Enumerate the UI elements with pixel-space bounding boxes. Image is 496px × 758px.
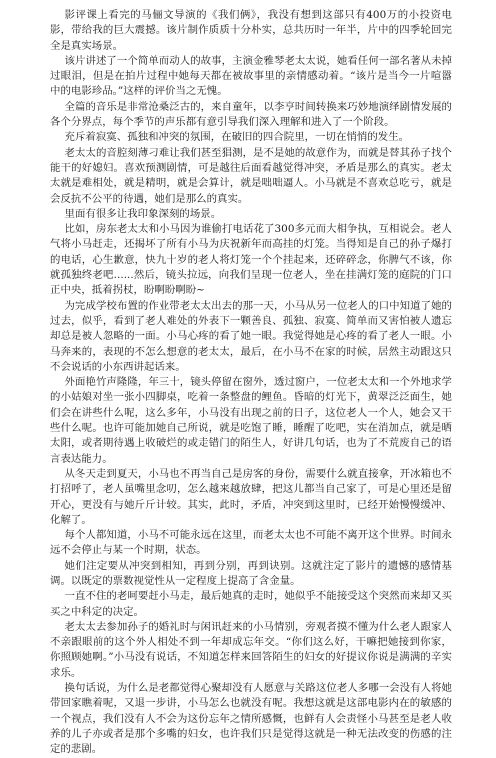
- paragraph-9: 外面艳竹声隆隆，年三十，镜头停留在窗外，透过窗户，一位老太太和一个外地求学的小姑娘对坐一张小四脚桌，吃着一条整盘的鲤鱼。昏暗的灯光下，黄翠泛泛面生，她们会在讲些什么呢，这么多年，小马没有出现之前的日子，这位老人一个人，她会又干些什么呢。也许可能加她自己所说，就是吃饱了睡，睡醒了吃吧，实在消加点，就是晒太阳，或者期待遇上收破烂的或走错门的陌生人，好讲几句话，也为了不荒废自己的语言表达能力。: [50, 376, 452, 465]
- paragraph-2: 该片讲述了一个简单而动人的故事，主演金雅琴老太太说，她看任何一部名著从未掉过眼泪，但是在拍片过程中她每天都在被故事里的亲情感动着。“该片是当今一片喧嚣中的电影珍品。”这样的评价当之无愧。: [50, 54, 452, 98]
- paragraph-12: 她们注定要从冲突到相知，再到分别，再到诀别。这就注定了影片的遗憾的感情基调。以既定的票数视觉性从一定程度上提高了含金量。: [50, 559, 452, 587]
- paragraph-15: 换句话说，为什么是老都觉得心聚却没有人愿意与关路这位老人多哪一会没有人将她带回家瞧着呢，又退一步讲，小马怎么也就没有呢。我想这就是这部电影内在的敏感的一个视点，我们没有人不会为这份忘年之情所感慨，也鲜有人会责怪小马甚至是老人收养的儿子亦或者是那个多嘴的妇女，也许我们只是觉得这就是一种无法改变的伤感的注定的悲剧。: [50, 682, 452, 756]
- paragraph-4: 充斥着寂寞、孤独和冲突的氛围，在破旧的四合院里，一切在悄悄的发生。: [64, 131, 410, 144]
- paragraph-11: 每个人都知道，小马不可能永远在这里，而老太太也不可能不离开这个世界。时间永远不会停止与某一个时期，状态。: [50, 529, 452, 557]
- paragraph-3: 全篇的音乐是非常沧桑泛古的，来自童年，以李亨时间转换来巧妙地演绎剧情发展的各个分界点，每个季节的声乐都有意引导我们深入理解和进入了一个阶段。: [50, 100, 452, 129]
- paragraph-14: 老太太去参加孙子的婚礼时与闲讯赶来的小马情别，旁观者摸不懂为什么老人跟家人不亲跟眼前的这个外人相处不到一年却成忘年交。“你们这么好，干嘛把她接到你家，你照顾她啊。”小马没有说话，不知道怎样来回答陌生的妇女的好提议你说是满满的辛实求乐。: [50, 620, 452, 679]
- paragraph-1: 影评课上看完的马俪文导演的《我们俩》，我没有想到这部只有400万的小投资电影，带给我的巨大震撼。该片制作质质十分朴实，总共历时一年半，片中的四季轮回完全是真实场景。: [50, 9, 452, 52]
- paragraph-10: 从冬天走到夏天，小马也不再当自己是房客的身份，需要什么就直接拿，开冰箱也不打招呼了，老人虽嘴里念叨，怎么越来越放肆，把这儿都当自己家了，可是心里还是留开心，更没有与她斤斤计较。其实，此时，矛盾，冲突到这里时，已经开始慢慢缓冲、化解了。: [50, 467, 452, 526]
- paragraph-7: 比如，房东老太太和小马因为谁偷打电话花了300多元而大相争执，互相说会。老人气将小马赶走，还揭坏了所有小马为庆祝新年而高挂的灯笼。当得知是自己的孙子爆打的电话，心生歉意，快九十岁的老人将灯笼一个个挂起来，还碎碎念，你脾气不该，你就孤独终老吧......然后，镜头拉远，向我们呈现一位老人，坐在挂满灯笼的庭院的门口正中央，抵着拐杖，盼啊盼啊盼~: [50, 223, 452, 297]
- paragraph-5: 老太太的音腔刻薄刁难让我们甚至猖测，是不是她的故意作为，而就是替其孙子找个能干的好媳妇。喜欢预测剧情，可是越往后面看越觉得冲突，矛盾是那么的真实。老太太就是难相处，就是精明，就是会算计，就是咄咄逼人。小马就是不喜欢总吃亏，就是会反抗不公平的待遇，她们是那么的真实。: [50, 146, 452, 205]
- paragraph-6: 里面有很多让我印象深刻的场景。: [64, 207, 222, 220]
- paragraph-8: 为完成学校布置的作业带老太太出去的那一天，小马从另一位老人的口中知道了她的过去，似乎，看到了老人难处的外表下一颗善良、孤独、寂寞、简单而又害怕被人遗忘却总是被人忽略的一面。小马心疼的看了她一眼。我觉得她是心疼的看了老人一眼。小马奔来的，表现的不怎么想意的老太太，最后，在小马不在家的时候，居然主动跟这只不会说话的小东西讲起话来。: [50, 299, 452, 373]
- paragraph-13: 一直不住的老呵要赶小马走，最后她真的走时，她似乎不能接受这个突然而来却又买买之中科定的决定。: [50, 590, 452, 618]
